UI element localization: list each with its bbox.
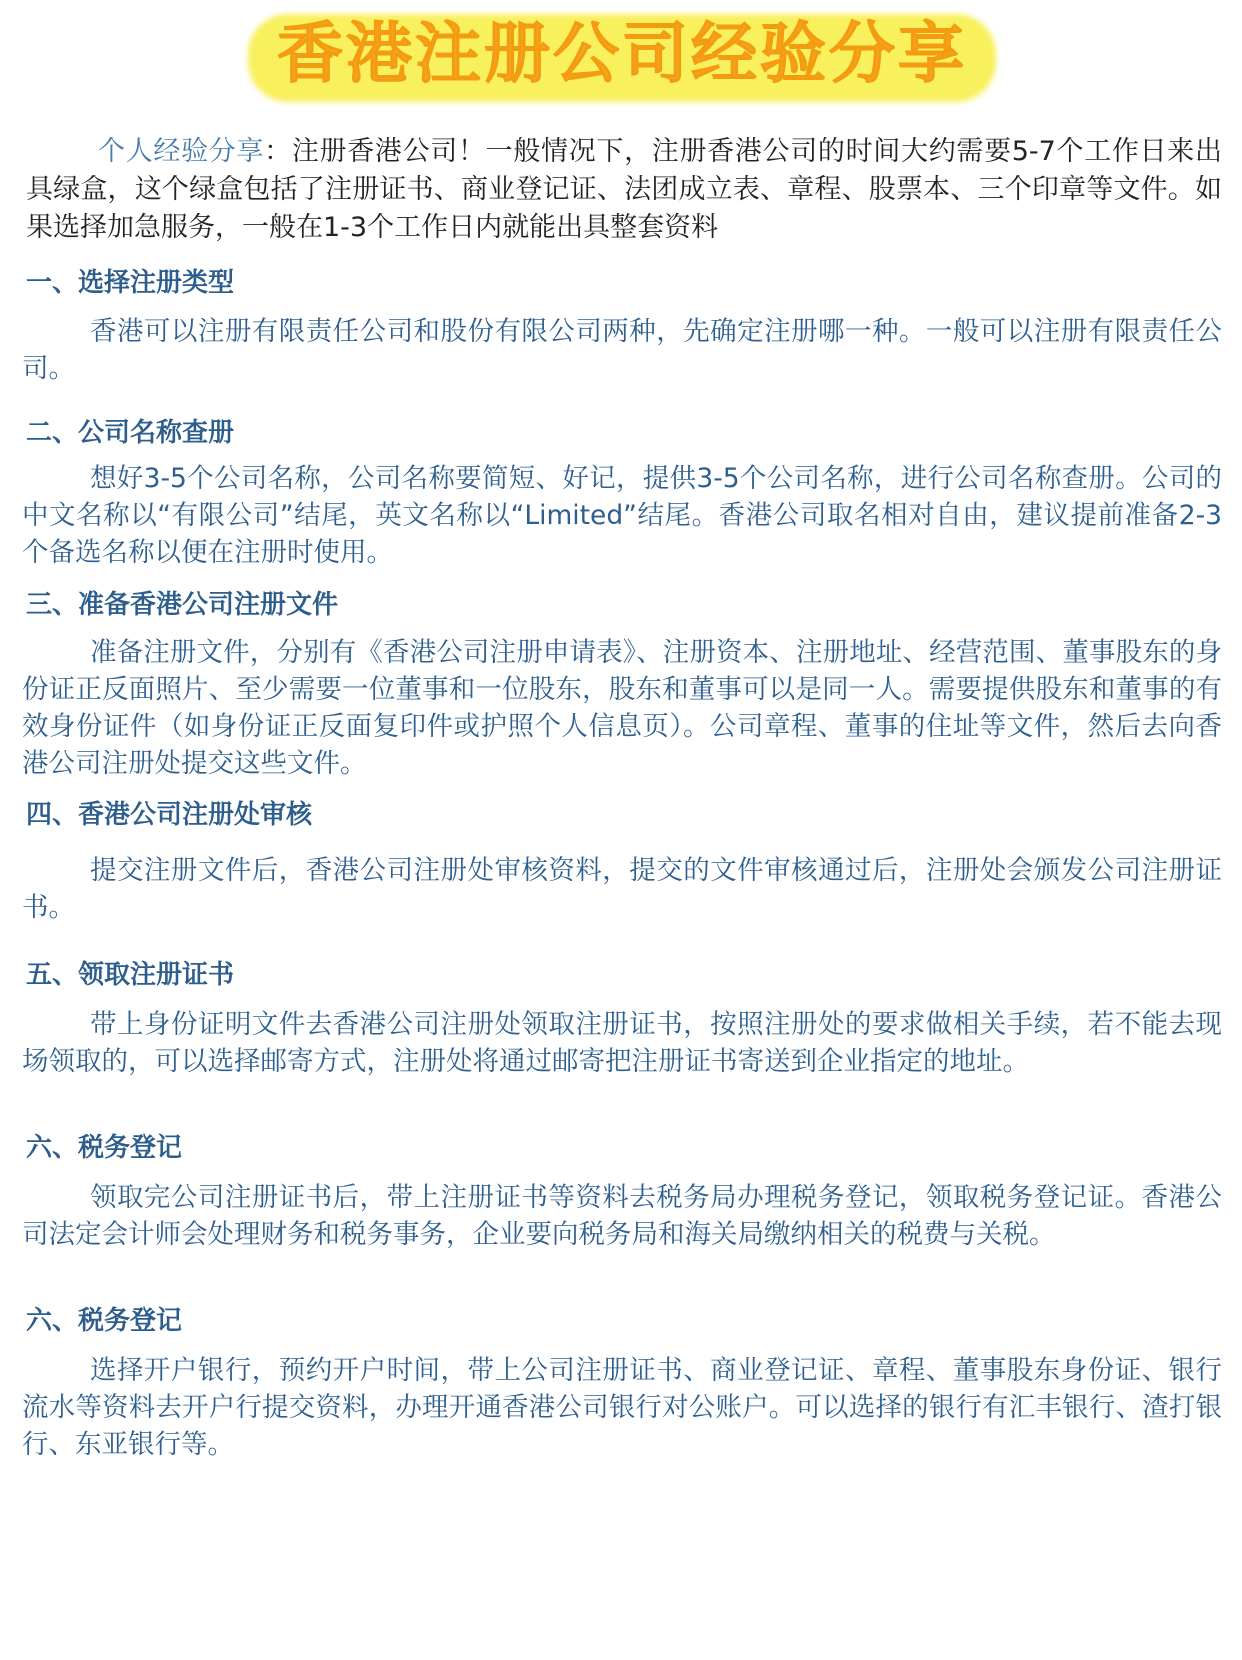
section-body-3: 准备注册文件，分别有《香港公司注册申请表》、注册资本、注册地址、经营范围、董事股东的身份证正反面照片、至少需要一位董事和一位股东，股东和董事可以是同一人。需要提供股东和董事的有效身份证件（如身份证正反面复印件或护照个人信息页）。公司章程、董事的住址等文件，然后去向香港公司注册处提交这些文件。	[22, 637, 1222, 779]
section-heading-3: 三、准备香港公司注册文件	[26, 590, 339, 620]
section-heading-2: 二、公司名称查册	[26, 418, 235, 448]
title-banner	[248, 6, 996, 102]
section-body-5: 带上身份证明文件去香港公司注册处领取注册证书，按照注册处的要求做相关手续，若不能去现场领取的，可以选择邮寄方式，注册处将通过邮寄把注册证书寄送到企业指定的地址。	[22, 1009, 1222, 1077]
section-heading-4: 四、香港公司注册处审核	[26, 800, 313, 830]
section-heading-5: 五、领取注册证书	[26, 960, 235, 990]
section-heading-7: 六、税务登记	[26, 1306, 183, 1336]
section-heading-6: 六、税务登记	[26, 1133, 183, 1163]
section-body-6: 领取完公司注册证书后，带上注册证书等资料去税务局办理税务登记，领取税务登记证。香港公司法定会计师会处理财务和税务事务，企业要向税务局和海关局缴纳相关的税费与关税。	[22, 1182, 1222, 1250]
section-heading-1: 一、选择注册类型	[26, 268, 235, 298]
section-body-4: 提交注册文件后，香港公司注册处审核资料，提交的文件审核通过后，注册处会颁发公司注册证书。	[22, 855, 1222, 923]
intro-text: ：注册香港公司！一般情况下，注册香港公司的时间大约需要5-7个工作日来出具绿盒，这个绿盒包括了注册证书、商业登记证、法团成立表、章程、股票本、三个印章等文件。如果选择加急服务，一般在1-3个工作日内就能出具整套资料	[26, 136, 1222, 243]
section-body-7: 选择开户银行，预约开户时间，带上公司注册证书、商业登记证、章程、董事股东身份证、银行流水等资料去开户行提交资料，办理开通香港公司银行对公账户。可以选择的银行有汇丰银行、渣打银行、东亚银行等。	[22, 1355, 1222, 1460]
section-body-1: 香港可以注册有限责任公司和股份有限公司两种，先确定注册哪一种。一般可以注册有限责任公司。	[22, 316, 1222, 384]
intro-label: 个人经验分享	[98, 136, 265, 167]
section-body-2: 想好3-5个公司名称，公司名称要简短、好记，提供3-5个公司名称，进行公司名称查册。公司的中文名称以“有限公司”结尾，英文名称以“Limited”结尾。香港公司取名相对自由，建议提前准备2-3个备选名称以便在注册时使用。	[22, 463, 1222, 568]
page-title: 香港注册公司经验分享	[277, 15, 967, 92]
intro-paragraph	[26, 133, 1222, 247]
